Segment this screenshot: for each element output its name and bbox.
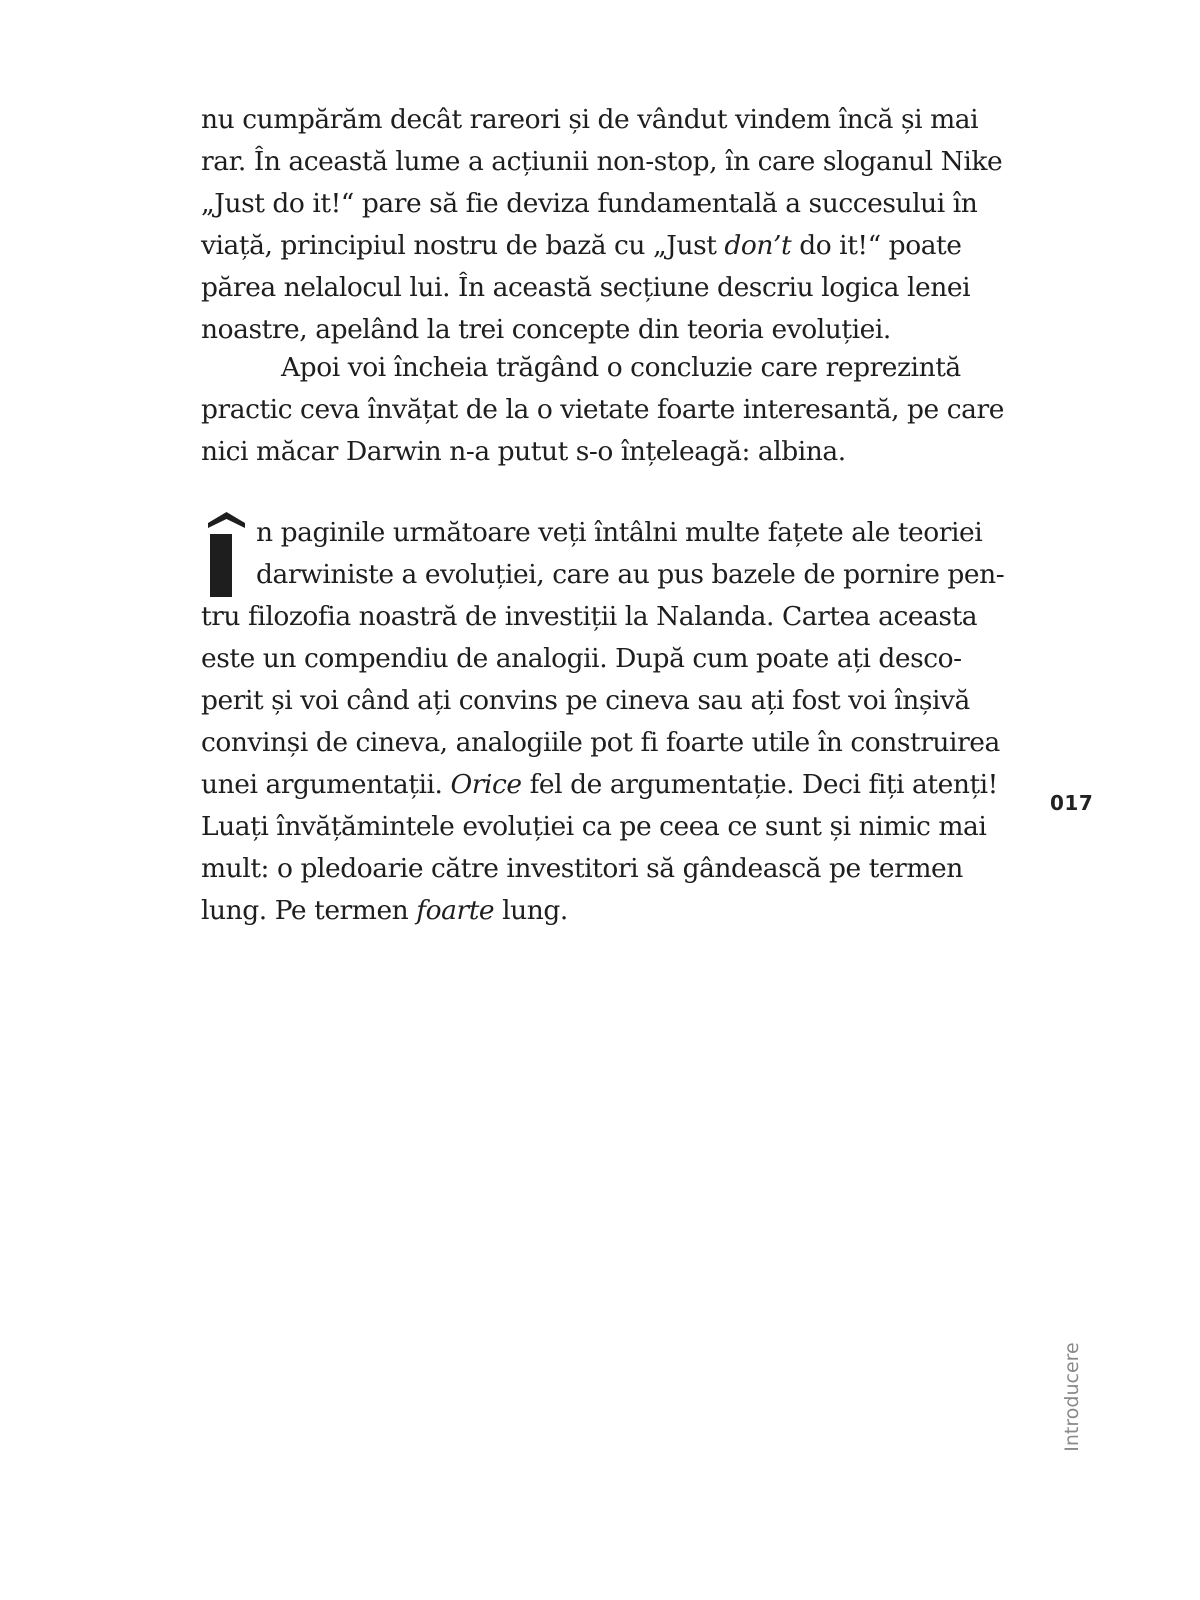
drop-cap-letter bbox=[0, 0, 1, 1]
text-segment: fel de argumentație. Deci fiți atenți! bbox=[521, 769, 998, 800]
text-line: este un compendiu de analogii. După cum poate ați desco- bbox=[201, 643, 962, 674]
text-segment: lung. bbox=[494, 895, 568, 926]
text-line: nu cumpărăm decât rareori și de vândut vindem încă și mai bbox=[201, 104, 979, 135]
text-line: Apoi voi încheia trăgând o concluzie care reprezintă bbox=[281, 352, 961, 383]
text-line: mult: o pledoarie către investitori să gândească pe termen bbox=[201, 853, 963, 884]
text-segment: do it!“ poate bbox=[791, 230, 962, 261]
text-line: convinși de cineva, analogiile pot fi foarte utile în construirea bbox=[201, 727, 1000, 758]
text-line: tru filozofia noastră de investiții la Nalanda. Cartea aceasta bbox=[201, 601, 978, 632]
paragraph-3 bbox=[201, 512, 1005, 932]
text-line bbox=[201, 764, 1001, 806]
text-line bbox=[201, 890, 1001, 932]
text-line: nici măcar Darwin n-a putut s-o înțeleagă: albina. bbox=[201, 436, 846, 467]
text-segment: viață, principiul nostru de bază cu „Just bbox=[201, 230, 725, 261]
text-line: Luați învățămintele evoluției ca pe ceea ce sunt și nimic mai bbox=[201, 811, 987, 842]
text-segment: lung. Pe termen bbox=[201, 895, 417, 926]
paragraph-1 bbox=[201, 99, 1001, 351]
text-line: noastre, apelând la trei concepte din teoria evoluției. bbox=[201, 314, 891, 345]
text-line bbox=[201, 225, 1001, 267]
emphasis-text: don’t bbox=[724, 230, 792, 261]
page-number: 017 bbox=[1050, 791, 1094, 815]
text-segment: unei argumentații. bbox=[201, 769, 451, 800]
text-line: n paginile următoare veți întâlni multe fațete ale teoriei bbox=[256, 517, 983, 548]
text-line: „Just do it!“ pare să fie deviza fundamentală a succesului în bbox=[201, 188, 978, 219]
emphasis-text: foarte bbox=[416, 895, 495, 926]
text-line: darwiniste a evoluției, care au pus bazele de pornire pen- bbox=[256, 559, 1005, 590]
running-head: Introducere bbox=[1061, 1342, 1083, 1452]
text-line: perit și voi când ați convins pe cineva sau ați fost voi înșivă bbox=[201, 685, 970, 716]
text-line: practic ceva învățat de la o vietate foarte interesantă, pe care bbox=[201, 394, 1004, 425]
text-line: părea nelalocul lui. În această secțiune descriu logica lenei bbox=[201, 272, 971, 303]
paragraph-2 bbox=[201, 347, 1004, 473]
emphasis-text: Orice bbox=[450, 769, 522, 800]
text-line: rar. În această lume a acțiunii non-stop, în care sloganul Nike bbox=[201, 146, 1003, 177]
